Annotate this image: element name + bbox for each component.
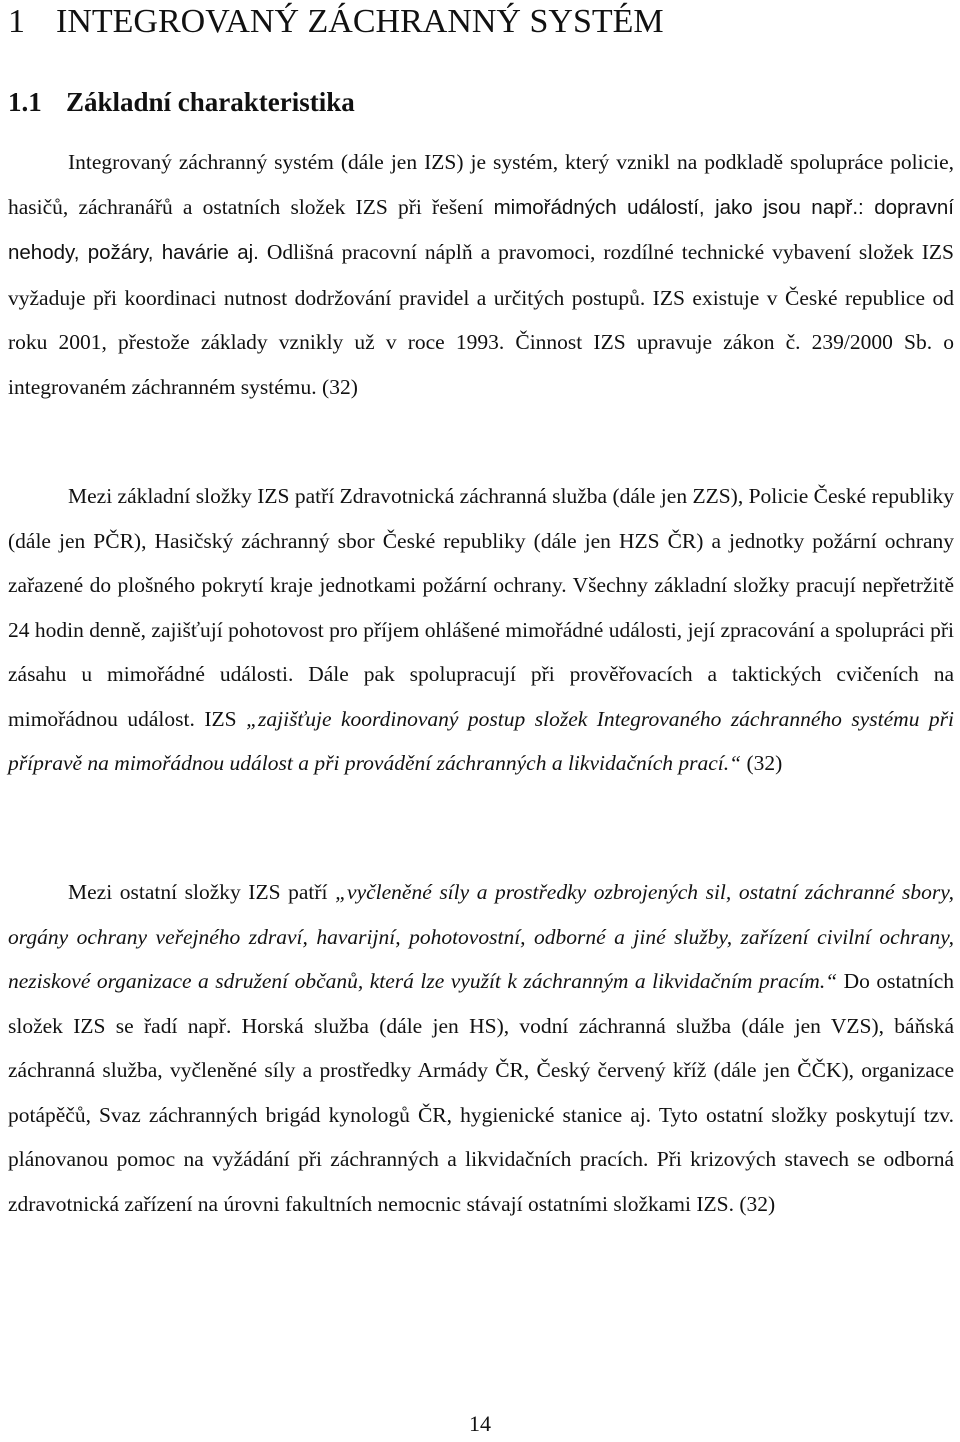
paragraph-other-components — [8, 870, 954, 1226]
paragraph-intro-text-b: mimořádných událostí, jako jsou např.: dopravní nehody, požáry, havárie aj. — [8, 195, 954, 264]
paragraph-other-lead: Mezi ostatní složky IZS patří — [68, 880, 328, 904]
paragraph-basic-ref: (32) — [746, 751, 783, 775]
chapter-heading — [8, 0, 664, 44]
chapter-title: INTEGROVANÝ ZÁCHRANNÝ SYSTÉM — [56, 3, 664, 40]
section-title: Základní charakteristika — [66, 87, 355, 117]
paragraph-other-quote: „vyčleněné síly a prostředky ozbrojených sil, ostatní záchranné sbory, orgány ochrany veřejného zdraví, havarijní, pohotovostní, odborné a jiné služby, zařízení civilní ochrany, neziskové organizace a sdružení občanů, která lze využít k záchranným a likvidačním pracím.“ — [8, 880, 955, 993]
paragraph-other-text: Do ostatních složek IZS se řadí např. Horská služba (dále jen HS), vodní záchranná služba (dále jen VZS), báňská záchranná služba, vyčleněné síly a prostředky Armády ČR, Český červený kříž (dále jen ČČK), organizace potápěčů, Svaz záchranných brigád kynologů ČR, hygienické stanice aj. Tyto ostatní složky poskytují tzv. plánovanou pomoc na vyžádání při záchranných a likvidačních pracích. Při krizových stavech se odborná zdravotnická zařízení na úrovni fakultních nemocnic stávají ostatními složkami IZS. (32) — [8, 969, 954, 1216]
paragraph-intro-text-c: Odlišná pracovní náplň a pravomoci, rozdílné technické vybavení složek IZS vyžaduje při koordinaci nutnost dodržování pravidel a určitých postupů. IZS existuje v České republice od roku 2001, přestože základy vznikly už v roce 1993. Činnost IZS upravuje zákon č. 239/2000 Sb. o integrovaném záchranném systému. (32) — [8, 240, 955, 399]
page-number: 14 — [469, 1411, 491, 1436]
section-heading — [8, 82, 355, 122]
paragraph-basic-quote: „zajišťuje koordinovaný postup složek Integrovaného záchranného systému při přípravě na mimořádnou událost a při provádění záchranných a likvidačních prací.“ — [8, 706, 955, 775]
paragraph-basic-components — [8, 474, 954, 786]
chapter-number: 1 — [8, 3, 25, 40]
paragraph-basic-text: Mezi základní složky IZS patří Zdravotnická záchranná služba (dále jen ZZS), Policie České republiky (dále jen PČR), Hasičský záchranný sbor České republiky (dále jen HZS ČR) a jednotky požární ochrany zařazené do plošného pokrytí kraje jednotkami požární ochrany. Všechny základní složky pracují nepřetržitě 24 hodin denně, zajišťují pohotovost pro příjem ohlášené mimořádné události, její zpracování a spolupráci při zásahu u mimořádné události. Dále pak spolupracují při prověřovacích a taktických cvičeních na mimořádnou událost. IZS — [8, 484, 954, 731]
paragraph-intro-text-a: Integrovaný záchranný systém (dále jen IZS) je systém, který vznikl na podkladě spolupráce policie, hasičů, záchranářů a ostatních složek IZS při řešení — [8, 150, 954, 219]
paragraph-intro — [8, 140, 954, 409]
section-number: 1.1 — [8, 87, 42, 117]
